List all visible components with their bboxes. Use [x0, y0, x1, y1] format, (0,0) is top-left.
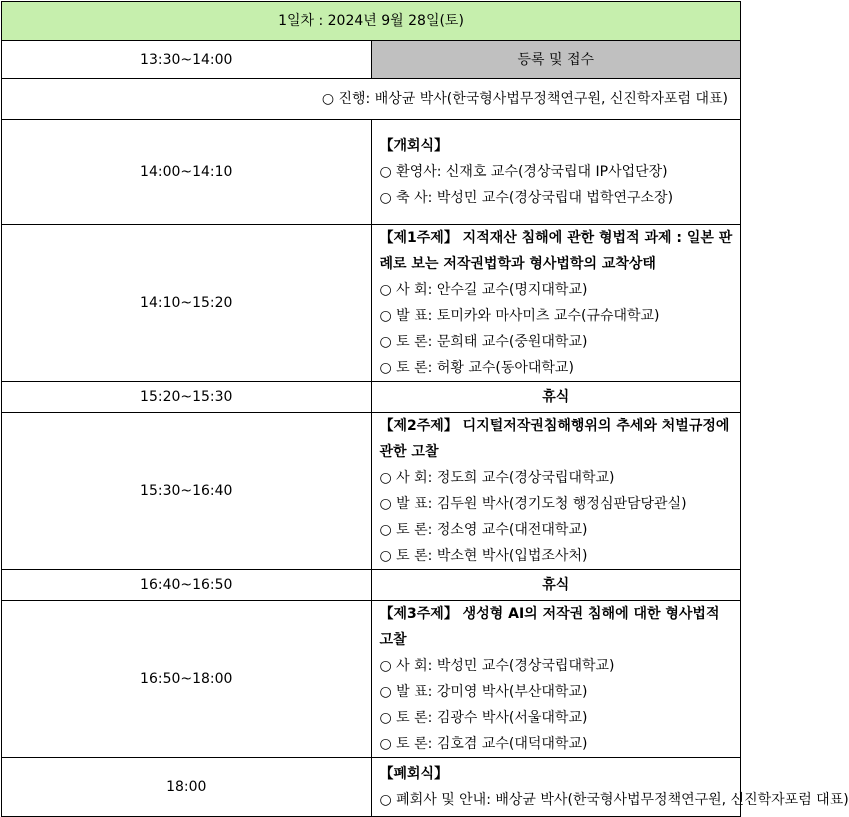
list-item: ○ 토 론: 박소현 박사(입법조사처) [379, 548, 588, 564]
list-item: ○ 축 사: 박성민 교수(경상국립대 법학연구소장) [379, 190, 674, 206]
list-item: ○ 발 표: 김두원 박사(경기도청 행정심판담당관실) [379, 496, 687, 512]
break-cell: 휴식 [371, 382, 741, 413]
list-item: ○ 토 론: 허황 교수(동아대학교) [379, 360, 574, 376]
session-title: 【제1주제】 지적재산 침해에 관한 형법적 과제 : 일본 판례로 보는 저작권법학과 형사법학의 교착상태 [379, 230, 733, 272]
list-item: ○ 토 론: 문희태 교수(중원대학교) [379, 334, 588, 350]
session1-content [371, 225, 741, 382]
host-row [2, 79, 741, 120]
list-item: ○ 사 회: 안수길 교수(명지대학교) [379, 282, 588, 298]
list-item: ○ 발 표: 강미영 박사(부산대학교) [379, 684, 588, 700]
registration-row [2, 41, 741, 79]
session1-row [2, 225, 741, 382]
registration-cell: 등록 및 접수 [371, 41, 741, 79]
time-cell: 18:00 [2, 758, 372, 817]
opening-row [2, 120, 741, 225]
host-cell: ○ 진행: 배상균 박사(한국형사법무정책연구원, 신진학자포럼 대표) [2, 79, 741, 120]
time-cell: 14:10~15:20 [2, 225, 372, 382]
session3-row [2, 601, 741, 758]
time-cell: 15:20~15:30 [2, 382, 372, 413]
session2-row [2, 413, 741, 570]
session3-content [371, 601, 741, 758]
time-cell: 16:50~18:00 [2, 601, 372, 758]
list-item: ○ 토 론: 정소영 교수(대전대학교) [379, 522, 588, 538]
session-title: 【개회식】 [379, 138, 449, 154]
time-cell: 15:30~16:40 [2, 413, 372, 570]
list-item: ○ 환영사: 신재호 교수(경상국립대 IP사업단장) [379, 164, 668, 180]
session-title: 【폐회식】 [379, 766, 449, 782]
time-cell: 14:00~14:10 [2, 120, 372, 225]
break2-row [2, 570, 741, 601]
list-item: ○ 토 론: 김광수 박사(서울대학교) [379, 710, 588, 726]
opening-content [371, 120, 741, 225]
day-header: 1일차 : 2024년 9월 28일(토) [2, 2, 741, 41]
list-item: ○ 토 론: 김호겸 교수(대덕대학교) [379, 736, 588, 752]
list-item: ○ 사 회: 박성민 교수(경상국립대학교) [379, 658, 615, 674]
session-title: 【제2주제】 디지털저작권침해행위의 추세와 처벌규정에 관한 고찰 [379, 418, 730, 460]
time-cell: 13:30~14:00 [2, 41, 372, 79]
list-item: ○ 사 회: 정도희 교수(경상국립대학교) [379, 470, 615, 486]
break-cell: 휴식 [371, 570, 741, 601]
time-cell: 16:40~16:50 [2, 570, 372, 601]
list-item: ○ 발 표: 토미카와 마사미츠 교수(규슈대학교) [379, 308, 660, 324]
break1-row [2, 382, 741, 413]
list-item: ○ 폐회사 및 안내: 배상균 박사(한국형사법무정책연구원, 신진학자포럼 대표) [379, 792, 849, 808]
schedule-table [1, 1, 849, 817]
closing-row [2, 758, 741, 817]
header-row [2, 2, 741, 41]
session-title: 【제3주제】 생성형 AI의 저작권 침해에 대한 형사법적 고찰 [379, 606, 720, 648]
session2-content [371, 413, 741, 570]
closing-content [371, 758, 849, 817]
